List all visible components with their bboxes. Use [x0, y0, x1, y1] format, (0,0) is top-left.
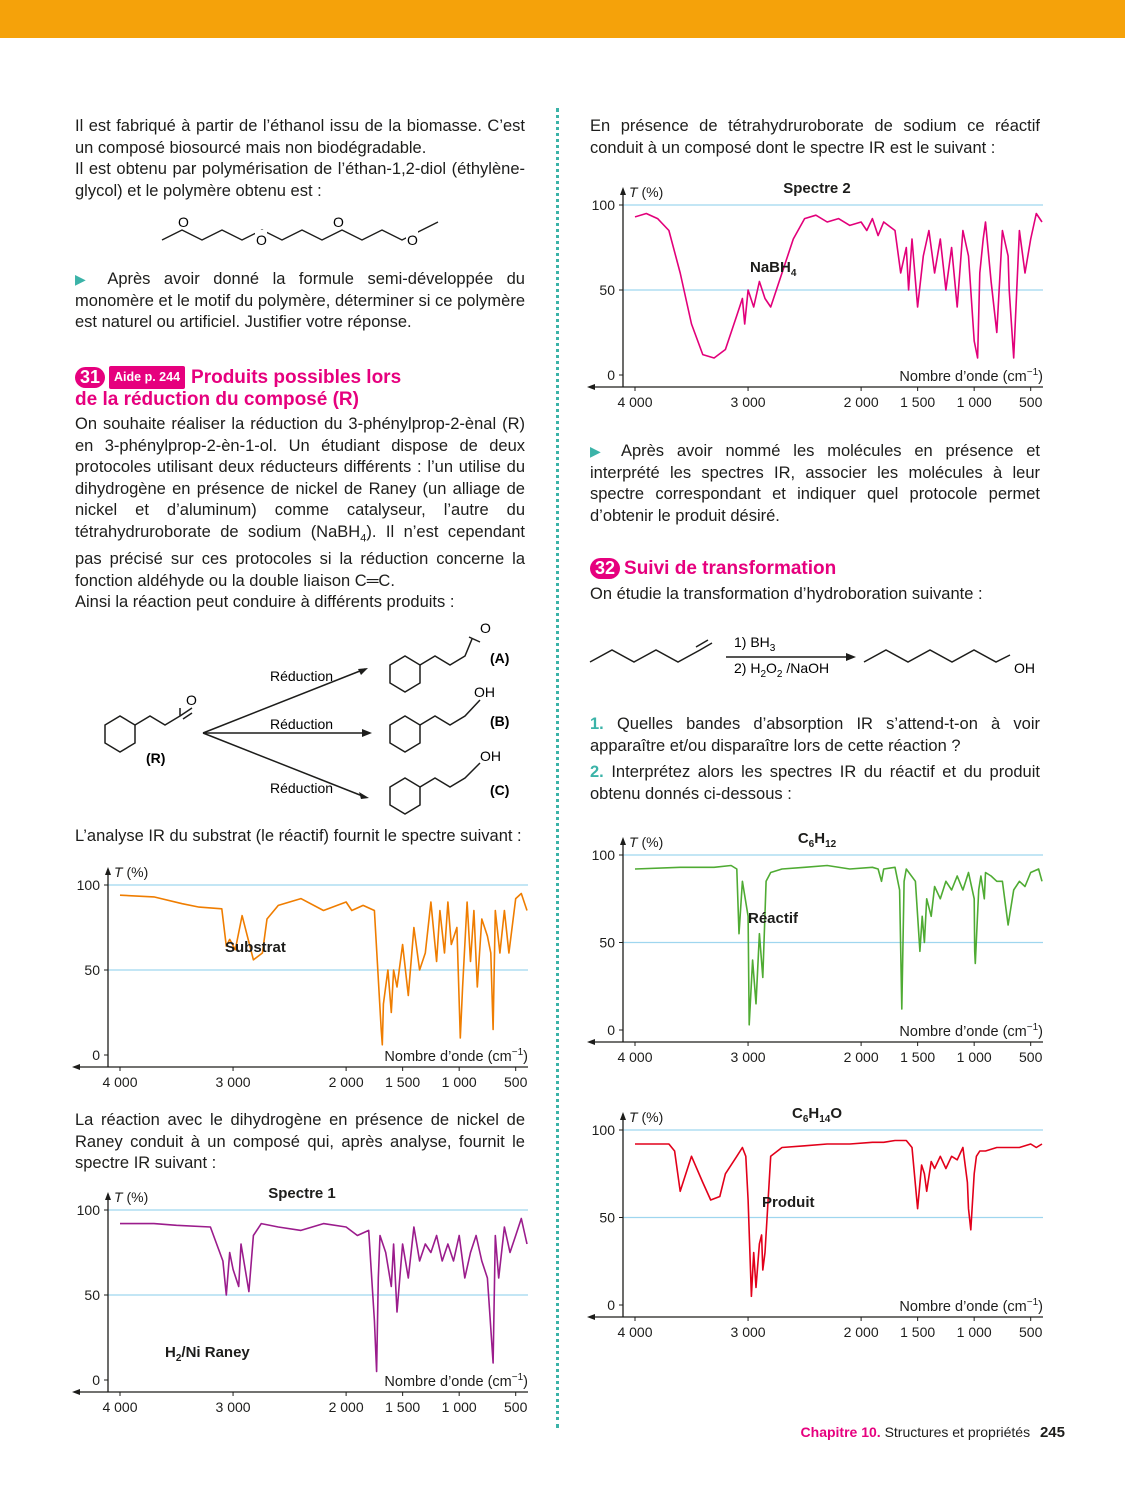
spectrum-title: Spectre 1: [268, 1185, 336, 1202]
label-b: (B): [490, 713, 510, 729]
spectre2-intro: En présence de tétrahydruroborate de sodium ce réactif conduit à un composé dont le spectre IR est le suivant :: [590, 117, 1040, 157]
x-tick-label: 1 000: [956, 1049, 992, 1065]
y-tick-label: 50: [84, 1287, 100, 1303]
x-tick-label: 2 000: [843, 394, 879, 410]
question-31: [590, 441, 1040, 527]
question-30: [75, 269, 525, 334]
polymer-formula: [160, 212, 440, 252]
aide-badge[interactable]: Aide p. 244: [109, 366, 185, 389]
x-axis-arrow: [587, 1039, 595, 1045]
question-30-text: Après avoir donné la formule semi-développée du monomère et le motif du polymère, déterminer si ce polymère est naturel ou artificiel. Justifier votre réponse.: [75, 270, 525, 331]
exercise-31-title: [75, 366, 535, 410]
x-axis-label: Nombre d’onde $(cm^{-1})$: [384, 1047, 528, 1065]
ir-spectrum-2: [585, 175, 1045, 430]
exercise-32-intro: On étudie la transformation d’hydroboration suivante :: [590, 585, 983, 603]
x-tick-label: 1 500: [900, 1324, 936, 1340]
x-tick-label: 3 000: [730, 394, 766, 410]
x-tick-label: 1 500: [900, 394, 936, 410]
y-tick-label: 100: [591, 1122, 615, 1138]
y-tick-label: 100: [76, 877, 100, 893]
scheme-oh-label: OH: [480, 748, 501, 764]
spectrum-line-spectre2: [635, 214, 1042, 359]
spectrum-svg: [585, 1100, 1045, 1355]
exercise-31-title-line2: de la réduction du composé (R): [75, 389, 359, 410]
y-axis-arrow: [620, 187, 626, 195]
hydroboration-scheme: [588, 625, 1048, 685]
y-tick-label: 100: [76, 1202, 100, 1218]
x-tick-label: 1 000: [441, 1074, 477, 1090]
scheme-o-label: O: [186, 692, 197, 708]
page-number: 245: [1039, 1424, 1065, 1441]
page-footer: [801, 1424, 1065, 1441]
question-31-text: Après avoir nommé les molécules en présence et interprété les spectres IR, associer les molécules à leur spectre correspondant et indiquer quel protocole permet d’obtenir le produit désiré.: [590, 442, 1040, 525]
spectrum-title: $C_6H_{14}O$: [791, 1105, 843, 1125]
spectrum-line-produit: [635, 1141, 1042, 1297]
y-tick-label: 50: [599, 934, 615, 951]
exercise-31-text: [75, 414, 525, 614]
polymer-atom-o: O: [333, 214, 344, 230]
y-axis-label: T (%): [629, 834, 664, 850]
x-tick-label: 500: [1019, 1324, 1043, 1340]
substrat-intro: L’analyse IR du substrat (le réactif) fournit le spectre suivant :: [75, 827, 522, 845]
x-axis-arrow: [587, 384, 595, 390]
x-tick-label: 2 000: [328, 1399, 364, 1415]
y-axis-label: T (%): [114, 1189, 149, 1205]
y-tick-label: 100: [591, 197, 615, 213]
x-tick-label: 1 000: [441, 1399, 477, 1415]
x-axis-label: Nombre d’onde $(cm^{-1})$: [384, 1372, 528, 1390]
reaction-scheme: [80, 615, 530, 820]
x-tick-label: 3 000: [215, 1399, 251, 1415]
spectre1-intro: La réaction avec le dihydrogène en présence de nickel de Raney conduit à un composé qui, après analyse, fournit le spectre IR suivant :: [75, 1111, 525, 1172]
x-tick-label: 1 000: [956, 394, 992, 410]
x-tick-label: 1 500: [385, 1074, 421, 1090]
x-axis-arrow: [72, 1064, 80, 1070]
exercise-31-title-line1: Produits possibles lors: [191, 367, 402, 388]
x-tick-label: 4 000: [102, 1399, 138, 1415]
triangle-bullet-icon: ▶: [590, 443, 610, 459]
ir-spectrum-substrat: [70, 855, 530, 1110]
x-tick-label: 500: [504, 1399, 528, 1415]
label-a: (A): [490, 650, 510, 666]
intro-paragraph-1: Il est fabriqué à partir de l’éthanol issu de la biomasse. C’est un composé biosourcé mais non biodégradable.: [75, 117, 525, 157]
polymer-atom-o: O: [256, 232, 267, 248]
y-tick-label: 100: [591, 847, 615, 863]
top-banner: [0, 0, 1125, 38]
polymer-atom-o: O: [178, 214, 189, 230]
y-axis-label: T (%): [629, 1109, 664, 1125]
polymer-atom-o: O: [407, 232, 418, 248]
y-tick-label: 50: [84, 962, 100, 978]
x-tick-label: 3 000: [215, 1074, 251, 1090]
column-divider: [556, 108, 559, 1428]
x-tick-label: 4 000: [617, 1049, 653, 1065]
x-axis-label: Nombre d’onde $(cm^{-1})$: [899, 1022, 1043, 1040]
exercise-31-paragraph: On souhaite réaliser la réduction du 3-phénylprop-2-ènal (R) en 3-phénylprop-2-èn-1-ol. Un étudiant dispose de deux protocoles utilisant deux réducteurs différents : l’un utilise du dihydrogène en présence de nickel de Raney (un alliage de nickel et d’aluminum) comme catalyseur, l’autre du tétrahydruroborate de sodium (NaBH$_4$). Il n’est cependant pas précisé sur ces protocoles si la réduction concerne la fonction aldéhyde ou la double liaison C═C.: [75, 415, 525, 590]
y-tick-label: 0: [92, 1047, 100, 1063]
reduction-label: Réduction: [270, 780, 334, 796]
spectrum-label: NaBH$_4$: [750, 259, 797, 279]
y-axis-label: T (%): [114, 864, 149, 880]
y-tick-label: 50: [599, 282, 615, 298]
chapter-label: Chapitre 10.: [800, 1424, 881, 1440]
x-tick-label: 1 000: [956, 1324, 992, 1340]
y-tick-label: 50: [599, 1209, 615, 1226]
product-oh-label: OH: [1014, 660, 1035, 676]
x-tick-label: 4 000: [617, 1324, 653, 1340]
label-c: (C): [490, 782, 510, 798]
triangle-bullet-icon: ▶: [75, 271, 95, 287]
question-32-1: 1. Quelles bandes d’absorption IR s’attend-t-on à voir apparaître et/ou disparaître lors de cette réaction ?: [590, 715, 1040, 755]
exercise-32-title-text: Suivi de transformation: [624, 558, 837, 579]
y-tick-label: 0: [92, 1372, 100, 1388]
scheme-o-label: O: [480, 620, 491, 636]
label-r: (R): [146, 750, 166, 766]
x-tick-label: 500: [504, 1074, 528, 1090]
exercise-number: 32: [590, 558, 620, 579]
x-tick-label: 3 000: [730, 1049, 766, 1065]
spectrum-title: $C_6H_{12}$: [797, 830, 837, 850]
x-axis-label: Nombre d’onde $(cm^{-1})$: [899, 1297, 1043, 1315]
y-tick-label: 0: [607, 1022, 615, 1038]
y-axis-arrow: [105, 867, 111, 875]
x-tick-label: 4 000: [617, 394, 653, 410]
ir-spectrum-reactif: [585, 825, 1045, 1085]
y-tick-label: 0: [607, 367, 615, 383]
ir-spectrum-1: [70, 1180, 530, 1435]
x-tick-label: 2 000: [328, 1074, 364, 1090]
y-axis-label: T (%): [629, 184, 664, 200]
spectrum-svg: [70, 855, 530, 1105]
spectrum-svg: [585, 825, 1045, 1080]
exercise-number: 31: [75, 367, 105, 388]
x-tick-label: 3 000: [730, 1324, 766, 1340]
reagent-2: 2) $H_2O_2$ /NaOH: [734, 660, 830, 680]
x-tick-label: 1 500: [900, 1049, 936, 1065]
intro-text: [75, 116, 525, 202]
x-tick-label: 1 500: [385, 1399, 421, 1415]
reduction-label: Réduction: [270, 716, 334, 732]
intro-paragraph-2: Il est obtenu par polymérisation de l’éthan-1,2-diol (éthylène-glycol) et le polymère obtenu est :: [75, 160, 525, 200]
spectrum-label: Produit: [762, 1194, 815, 1211]
x-tick-label: 4 000: [102, 1074, 138, 1090]
reagent-1: 1) $BH_3$: [734, 634, 776, 654]
x-axis-label: Nombre d’onde $(cm^{-1})$: [899, 367, 1043, 385]
scheme-oh-label: OH: [474, 684, 495, 700]
x-axis-arrow: [72, 1389, 80, 1395]
spectrum-label: Réactif: [748, 910, 799, 927]
y-axis-arrow: [620, 1112, 626, 1120]
exercise-32-questions: [590, 714, 1040, 805]
x-tick-label: 500: [1019, 1049, 1043, 1065]
y-axis-arrow: [105, 1192, 111, 1200]
spectrum-label: Substrat: [225, 939, 286, 956]
x-tick-label: 2 000: [843, 1049, 879, 1065]
exercise-32-title: [590, 558, 836, 579]
spectrum-line-substrat: [120, 894, 527, 1045]
spectrum-svg: [585, 175, 1045, 425]
y-axis-arrow: [620, 837, 626, 845]
spectrum-line-reactif: [635, 866, 1042, 1025]
y-tick-label: 0: [607, 1297, 615, 1313]
x-tick-label: 2 000: [843, 1324, 879, 1340]
question-32-2: 2. Interprétez alors les spectres IR du réactif et du produit obtenu donnés ci-dessous :: [590, 763, 1040, 803]
x-tick-label: 500: [1019, 394, 1043, 410]
exercise-31-paragraph-2: Ainsi la réaction peut conduire à différents produits :: [75, 593, 455, 612]
x-axis-arrow: [587, 1314, 595, 1320]
reduction-label: Réduction: [270, 668, 334, 684]
spectrum-title: Spectre 2: [783, 180, 851, 197]
chapter-title: Structures et propriétés: [884, 1424, 1031, 1440]
ir-spectrum-produit: [585, 1100, 1045, 1360]
spectrum-label: $H_2/Ni$ Raney: [165, 1344, 250, 1364]
spectrum-svg: [70, 1180, 530, 1430]
